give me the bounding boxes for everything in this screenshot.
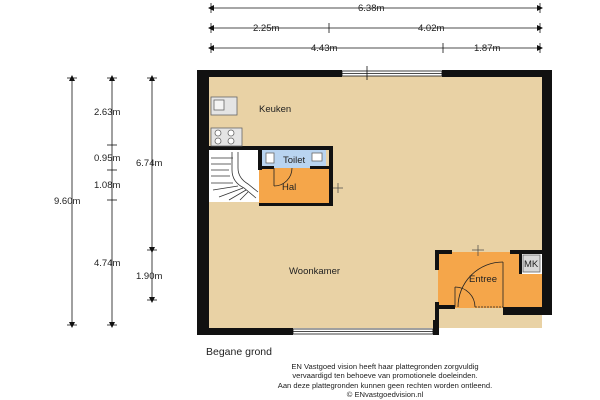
sink-small-icon bbox=[312, 153, 322, 161]
disclaimer-line-4: © ENvastgoedvision.nl bbox=[346, 389, 424, 399]
disclaimer-line-2: vervaardigd ten behoeve van promotionele doeleinden. bbox=[292, 371, 478, 381]
dim-left-e: 6.74m bbox=[136, 158, 163, 169]
room-label-hal: Hal bbox=[282, 182, 297, 193]
wall-toilet-top bbox=[209, 146, 333, 150]
dim-left-c: 1.08m bbox=[94, 180, 121, 191]
wall-entree-top-2 bbox=[510, 250, 544, 254]
room-label-mk: MK bbox=[524, 259, 539, 270]
disclaimer-line-1: EN Vastgoed vision heeft haar plattegronden zorgvuldig bbox=[291, 362, 479, 371]
wall-entree-left bbox=[435, 250, 439, 270]
disclaimer bbox=[230, 362, 540, 399]
floor-name: Begane grond bbox=[206, 346, 272, 358]
wall-toilet-right bbox=[329, 146, 333, 206]
wall-entree-bottom-left bbox=[435, 305, 455, 309]
toilet-fixture-icon bbox=[266, 153, 274, 163]
wall-right bbox=[542, 70, 552, 315]
wall-top-left bbox=[197, 70, 342, 77]
dim-left-total: 9.60m bbox=[54, 196, 81, 207]
wall-hal-bottom bbox=[259, 203, 333, 206]
dim-top-c: 4.43m bbox=[311, 43, 338, 54]
dim-top-a: 2.25m bbox=[253, 23, 280, 34]
wall-bottom-right bbox=[503, 307, 552, 315]
room-label-toilet: Toilet bbox=[283, 155, 306, 166]
floor-fills bbox=[204, 76, 542, 328]
left-dimension-labels bbox=[54, 107, 162, 282]
dim-top-d: 1.87m bbox=[474, 43, 501, 54]
dim-left-f: 1.90m bbox=[136, 271, 163, 282]
wall-mk-left bbox=[519, 252, 522, 274]
wall-bottom-left bbox=[197, 328, 293, 335]
dim-top-b: 4.02m bbox=[418, 23, 445, 34]
wall-toilet-bottom-2 bbox=[310, 166, 329, 169]
room-label-keuken: Keuken bbox=[259, 104, 292, 115]
wall-top-right bbox=[442, 70, 552, 77]
top-dimension-labels bbox=[253, 3, 500, 54]
wall-toilet-bottom bbox=[262, 166, 274, 169]
dim-top-total: 6.38m bbox=[358, 3, 385, 14]
dim-left-a: 2.63m bbox=[94, 107, 121, 118]
dim-left-d: 4.74m bbox=[94, 258, 121, 269]
dim-left-b: 0.95m bbox=[94, 153, 121, 164]
wall-stair-left bbox=[258, 146, 262, 170]
room-label-woonkamer: Woonkamer bbox=[289, 266, 341, 277]
disclaimer-line-3: Aan deze plattegronden kunnen geen rechten worden ontleend. bbox=[277, 380, 493, 390]
room-label-entree: Entree bbox=[469, 274, 497, 285]
wall-left bbox=[197, 70, 209, 335]
